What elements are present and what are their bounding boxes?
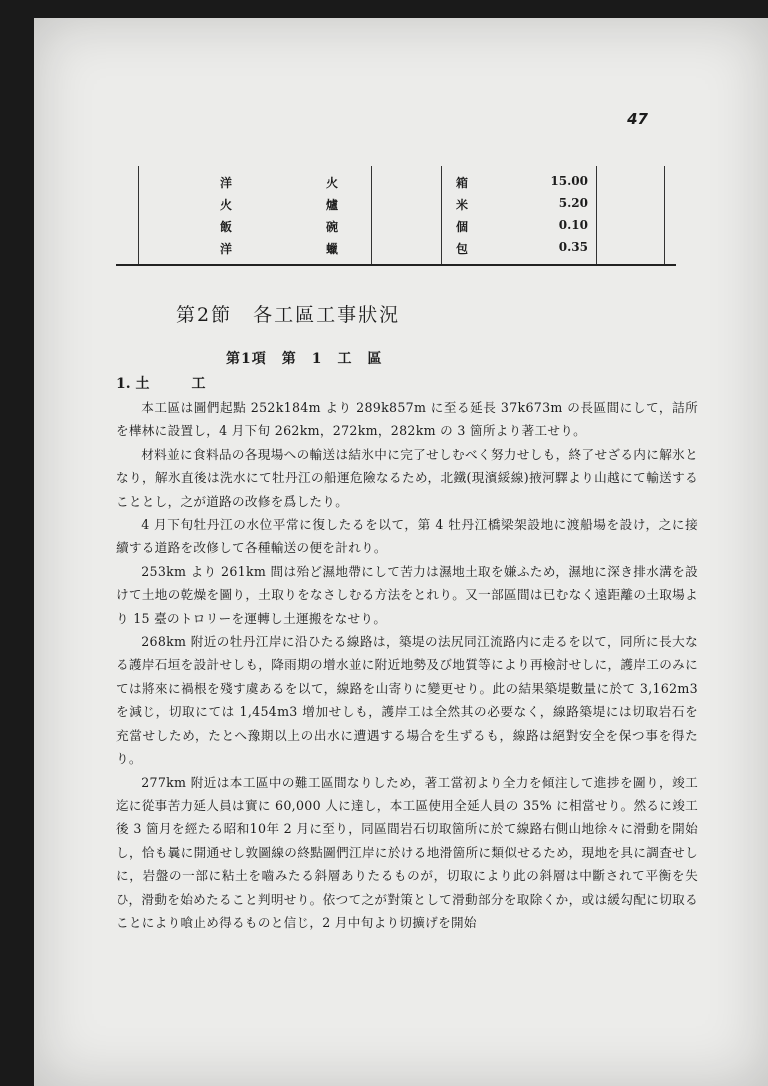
table-row <box>116 238 676 260</box>
table-row <box>116 194 676 216</box>
table-row <box>116 172 676 194</box>
item-name: 洋 <box>220 242 233 256</box>
item-value: 0.10 <box>558 218 588 232</box>
item-title: 第1項 第 1 工 區 <box>226 351 383 367</box>
paragraph: 277km 附近は本工區中の難工區間なりしため，著工當初より全力を傾注して進捗を圖り，竣工迄に從事苦力延人員は實に 60,000 人に達し，本工區使用全延人員の 35% に相當せり。然るに竣工後 3 箇月を經たる昭和10年 2 月に至り，同區間岩石切取箇所に於て線路右側山地徐々に滑動を開始し，恰も曩に開通せし敦圖線の終點圖們江岸に於ける地滑箇所に類似せるため，現地を具に調査せしに，岩盤の一部に粘土を嚙みたる斜層ありたるものが，切取により此の斜層は中斷されて平衡を失ひ，滑動を始めたること判明せり。依つて之が對策として滑動部分を取除くか，或は緩勾配に切取ることにより喰止め得るものと信じ，2 月中旬より切擴げを開始 <box>116 774 698 930</box>
item-unit: 箱 <box>456 176 469 190</box>
item-unit: 個 <box>456 220 469 234</box>
item-name: 洋 <box>220 176 233 190</box>
paragraph: 253km より 261km 間は殆ど濕地帶にして苦力は濕地土取を嫌ふため，濕地に深き排水溝を設けて土地の乾燥を圖り，土取りをなさしむる方法をとれり。又一部區間は已むなく遠距離の土取場より 15 臺のトロリーを運轉し土運搬をなせり。 <box>116 563 698 626</box>
paragraph: 4 月下旬牡丹江の水位平常に復したるを以て，第 4 牡丹江橋梁架設地に渡船場を設け，之に接續する道路を改修して各種輸送の便を計れり。 <box>116 517 698 556</box>
item-name: 火 <box>220 198 233 212</box>
body-text <box>116 396 698 934</box>
item-value: 0.35 <box>558 240 588 254</box>
table-row <box>116 216 676 238</box>
materials-table <box>116 148 676 266</box>
item-unit: 米 <box>456 198 469 212</box>
item-value: 5.20 <box>558 196 588 210</box>
paragraph: 本工區は圖們起點 252k184m より 289k857m に至る延長 37k673m の長區間にして，詰所を樺林に設置し，4 月下旬 262km，272km，282km の 3 箇所より著工せり。 <box>116 400 698 439</box>
item-name: 碗 <box>326 220 339 234</box>
item-name: 爐 <box>326 198 339 212</box>
item-unit: 包 <box>456 242 469 256</box>
item-name: 火 <box>326 176 339 190</box>
paragraph: 材料並に食料品の各現場への輸送は結氷中に完了せしむべく努力せしも，終了せざる内に解氷となり，解氷直後は洗水にて牡丹江の船運危險なるため，北鐵(現濱綏線)掖河驛より山越にて輸送することとし，之が道路の改修を爲したり。 <box>116 446 698 509</box>
subsection-title: 1. 土 工 <box>116 376 206 392</box>
section-title: 第2節 各工區工事狀況 <box>176 304 401 326</box>
item-name: 飯 <box>220 220 233 234</box>
document-page <box>34 18 768 1086</box>
item-name: 蠟 <box>326 242 339 256</box>
page-number: 47 <box>627 110 648 128</box>
paragraph: 268km 附近の牡丹江岸に沿ひたる線路は，築堤の法尻同江流路内に走るを以て，同所に長大なる護岸石垣を設計せしも，降雨期の增水並に附近地勢及び地質等により再檢討せしに，護岸工のみにては將來に禍根を殘す虞あるを以て，線路を山寄りに變更せり。此の結果築堤數量に於て 3,162m3 を減じ，切取にては 1,454m3 增加せしも，護岸工は全然其の必要なく，線路築堤には切取岩石を充當せしため，たとへ豫期以上の出水に遭遇する場合を生ずるも，線路は絕對安全を保つ事を得たり。 <box>116 634 698 767</box>
item-value: 15.00 <box>550 174 588 188</box>
